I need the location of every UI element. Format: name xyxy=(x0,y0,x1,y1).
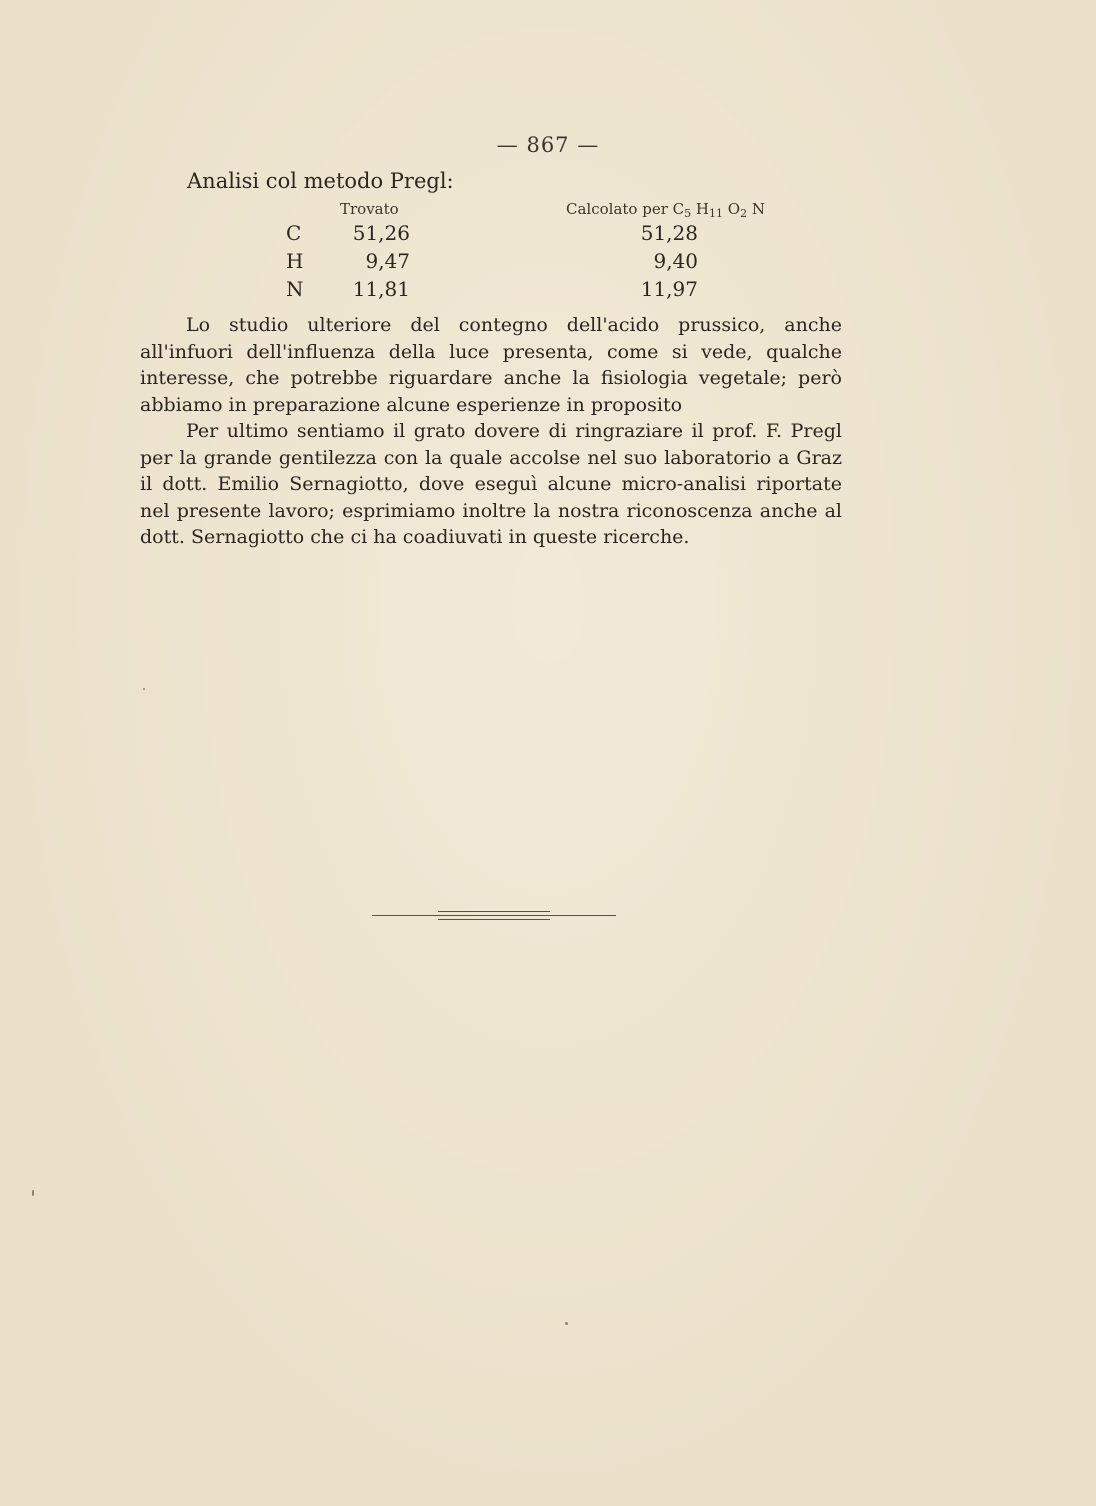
paragraph-prussic-acid: Lo studio ulteriore del contegno dell'acido prussico, anche all'infuori dell'influenza della luce presenta, come si vede, qualche interesse, che potrebbe riguardare anche la fisiologia vegetale; però abbiamo in preparazione alcune esperienze in proposito xyxy=(140,314,842,416)
paper-speck xyxy=(32,1190,34,1196)
element-symbol: H xyxy=(286,249,304,273)
found-value: 51,26 xyxy=(352,221,410,245)
calculated-column-header xyxy=(566,200,765,220)
paper-speck xyxy=(565,1322,568,1325)
calculated-value: 9,40 xyxy=(653,249,698,273)
table-row xyxy=(0,221,1096,247)
element-symbol: N xyxy=(286,277,304,301)
found-value: 11,81 xyxy=(352,277,410,301)
calculated-value: 11,97 xyxy=(640,277,698,301)
paragraph-acknowledgements: Per ultimo sentiamo il grato dovere di ringraziare il prof. F. Pregl per la grande gentilezza con la quale accolse nel suo laboratorio a Graz il dott. Emilio Sernagiotto, dove eseguì alcune micro-analisi riportate nel presente lavoro; esprimiamo inoltre la nostra riconoscenza anche al dott. Sernagiotto che ci ha coadiuvati in queste ricerche. xyxy=(140,420,842,548)
calculated-header-prefix: Calcolato per xyxy=(566,200,668,218)
molecular-formula: $C_5$ $H_{11}$ $O_2$ N xyxy=(672,200,766,220)
found-value: 9,47 xyxy=(365,249,410,273)
analysis-heading: Analisi col metodo Pregl: xyxy=(187,169,454,193)
table-row xyxy=(0,249,1096,275)
rule-line xyxy=(372,915,616,916)
element-symbol: C xyxy=(286,221,302,245)
rule-line xyxy=(438,911,550,912)
analysis-table xyxy=(0,0,1096,310)
rule-line xyxy=(438,919,550,920)
table-row xyxy=(0,277,1096,303)
paper-speck xyxy=(143,688,145,690)
page-number: — 867 — xyxy=(496,133,600,157)
calculated-value: 51,28 xyxy=(640,221,698,245)
section-end-rule xyxy=(372,909,616,923)
found-column-header: Trovato xyxy=(340,200,399,218)
body-text xyxy=(140,312,842,551)
